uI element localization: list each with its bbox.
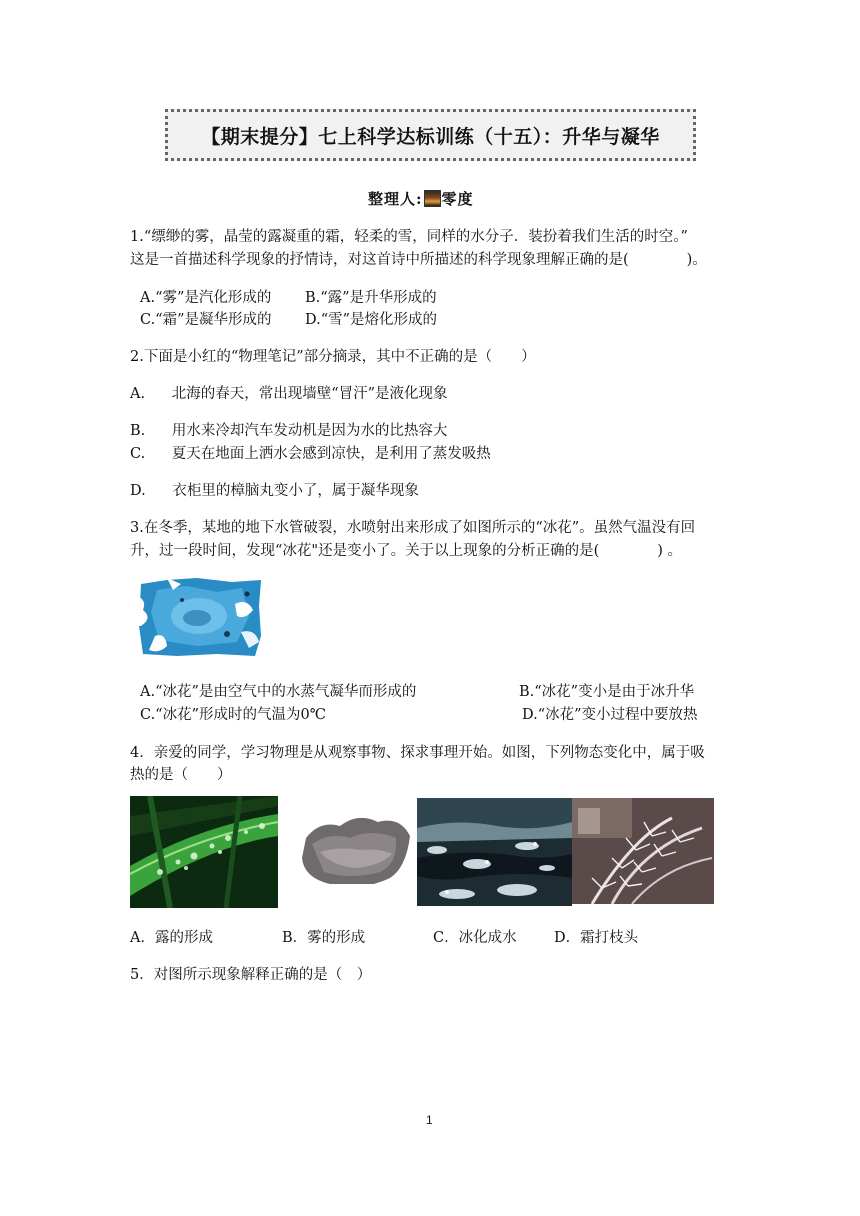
q2-stem: 2.下面是小红的“物理笔记”部分摘录，其中不正确的是（ ） bbox=[130, 349, 536, 365]
page-title: 【期末提分】七上科学达标训练（十五）：升华与凝华 bbox=[165, 109, 696, 161]
q1-option-c: C.“霜”是凝华形成的 bbox=[140, 312, 272, 328]
ice-melting-image bbox=[417, 798, 572, 906]
compiler-avatar bbox=[424, 190, 441, 207]
q3-option-b: B.“冰花”变小是由于冰升华 bbox=[519, 684, 695, 700]
q2-option-b-text: 用水来冷却汽车发动机是因为水的比热容大 bbox=[171, 423, 448, 439]
q4-stem-line1: 4．亲爱的同学，学习物理是从观察事物、探求事理开始。如图，下列物态变化中，属于吸 bbox=[130, 745, 705, 761]
q2-option-a bbox=[130, 382, 448, 403]
q4-option-d: D．霜打枝头 bbox=[554, 930, 639, 946]
q3-option-a: A.“冰花”是由空气中的水蒸气凝华而形成的 bbox=[140, 684, 417, 700]
compiler-name: 零度 bbox=[441, 190, 474, 208]
fog-image bbox=[300, 808, 412, 892]
q2-option-a-text: 北海的春天，常出现墙壁“冒汗”是液化现象 bbox=[171, 386, 448, 402]
q5-stem: 5．对图所示现象解释正确的是（ ） bbox=[130, 967, 372, 983]
q4-option-a: A．露的形成 bbox=[130, 930, 213, 946]
q1-stem-line2: 这是一首描述科学现象的抒情诗，对这首诗中所描述的科学现象理解正确的是( )。 bbox=[130, 252, 707, 268]
q2-option-a-letter: A. bbox=[130, 386, 146, 402]
q1-option-a: A.“雾”是汽化形成的 bbox=[140, 290, 272, 306]
frost-branches-image bbox=[572, 798, 714, 904]
compiler-label: 整理人: bbox=[368, 190, 423, 208]
q3-stem-line2: 升，过一段时间，发现“冰花"还是变小了。关于以上现象的分析正确的是( ) 。 bbox=[130, 543, 683, 559]
dew-leaf-image bbox=[130, 796, 278, 908]
ice-flower-image bbox=[137, 576, 263, 658]
q1-stem-line1: 1.“缥缈的雾，晶莹的露凝重的霜，轻柔的雪，同样的水分子．装扮着我们生活的时空。” bbox=[130, 229, 688, 245]
q4-option-c: C．冰化成水 bbox=[433, 930, 517, 946]
q3-option-c: C.“冰花”形成时的气温为0℃ bbox=[140, 707, 326, 723]
q2-option-d-letter: D. bbox=[130, 483, 146, 499]
q2-option-b-letter: B. bbox=[130, 423, 146, 439]
q4-option-b: B．雾的形成 bbox=[282, 930, 366, 946]
q2-option-c-text: 夏天在地面上洒水会感到凉快，是利用了蒸发吸热 bbox=[171, 446, 491, 462]
q2-option-c bbox=[130, 442, 491, 463]
q3-option-d: D.“冰花”变小过程中要放热 bbox=[522, 707, 698, 723]
q2-option-b bbox=[130, 419, 447, 440]
q4-stem-line2: 热的是（ ） bbox=[130, 767, 232, 783]
page-number: 1 bbox=[426, 1113, 433, 1127]
q2-option-d-text: 衣柜里的樟脑丸变小了，属于凝华现象 bbox=[172, 483, 419, 499]
compiler-line bbox=[368, 188, 474, 209]
q3-stem-line1: 3.在冬季，某地的地下水管破裂，水喷射出来形成了如图所示的“冰花”。虽然气温没有回 bbox=[130, 520, 696, 536]
q2-option-d bbox=[130, 479, 419, 500]
q1-option-d: D.“雪”是熔化形成的 bbox=[305, 312, 438, 328]
q2-option-c-letter: C. bbox=[130, 446, 146, 462]
q1-option-b: B.“露”是升华形成的 bbox=[305, 290, 437, 306]
